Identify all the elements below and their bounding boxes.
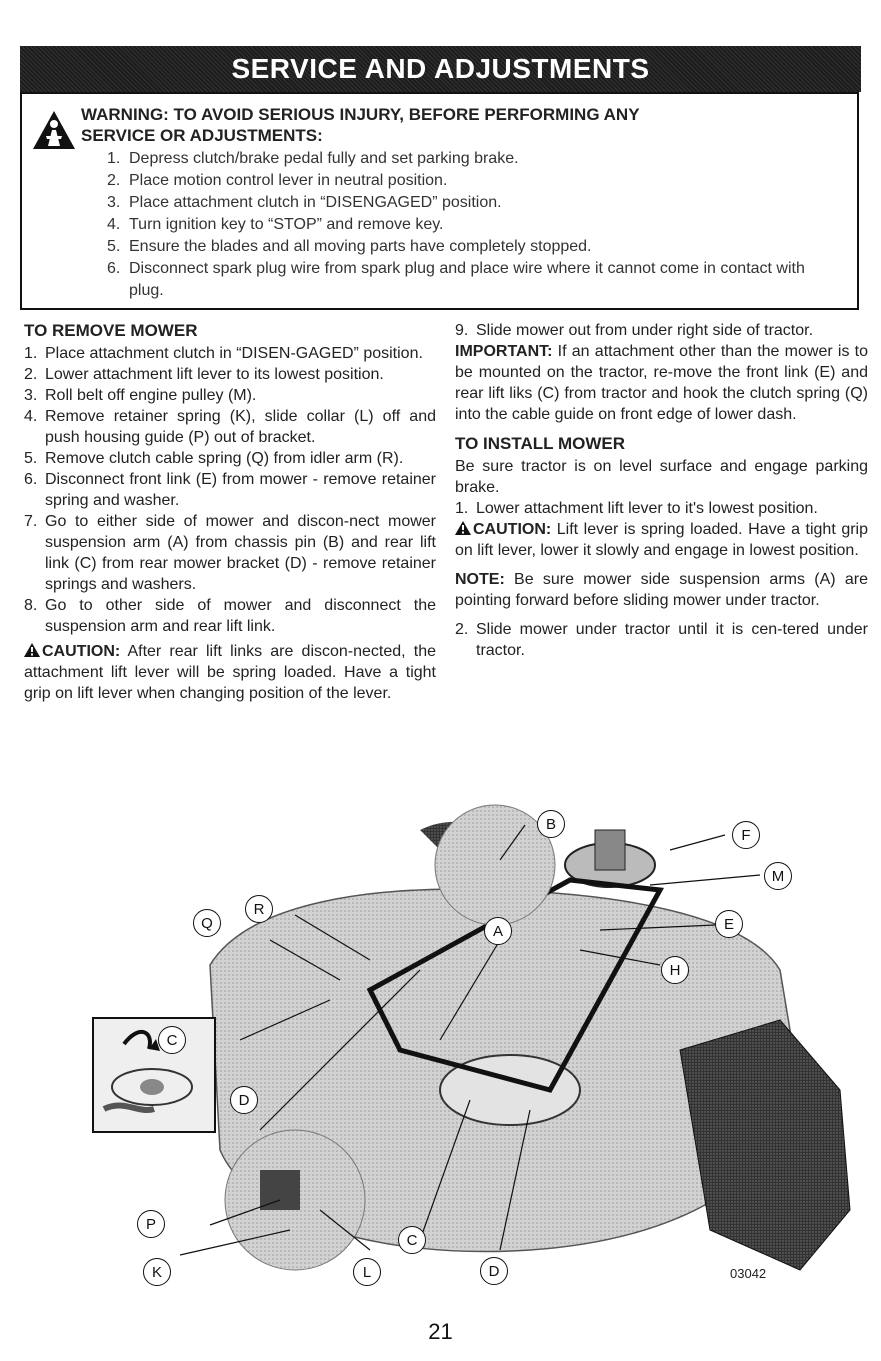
warning-item: 6. Disconnect spark plug wire from spark plug and place wire where it cannot come in contact with plug. bbox=[107, 260, 805, 299]
right-column bbox=[455, 320, 868, 661]
install-step: 1. Lower attachment lift lever to it's lowest position. bbox=[455, 500, 818, 517]
install-step: 2. Slide mower under tractor until it is cen-tered under tractor. bbox=[455, 621, 868, 659]
callout-k: K bbox=[143, 1258, 171, 1286]
callout-d-upper: D bbox=[230, 1086, 258, 1114]
remove-step: 7. Go to either side of mower and discon-nect mower suspension arm (A) from chassis pin (B) and rear lift link (C) from rear mower bracket (D) - remove retainer springs and washers. bbox=[24, 513, 436, 593]
important-label: IMPORTANT: bbox=[455, 343, 553, 360]
figure-code: 03042 bbox=[730, 1266, 767, 1281]
caution-triangle-icon bbox=[24, 643, 40, 657]
callout-m: M bbox=[764, 862, 792, 890]
important-note bbox=[455, 341, 868, 425]
banner-title: SERVICE AND ADJUSTMENTS bbox=[231, 53, 650, 84]
remove-step: 5. Remove clutch cable spring (Q) from idler arm (R). bbox=[24, 450, 404, 467]
warning-triangle-icon bbox=[32, 110, 76, 150]
callout-c-lower: C bbox=[398, 1226, 426, 1254]
caution-text: After rear lift links are discon-nected, the attachment lift lever will be spring loaded. Have a tight grip on lift lever when changing position of the lever. bbox=[24, 643, 436, 702]
warning-item: 2. Place motion control lever in neutral position. bbox=[107, 172, 448, 189]
callout-f: F bbox=[732, 821, 760, 849]
section-banner bbox=[20, 46, 861, 92]
install-mower-heading: TO INSTALL MOWER bbox=[455, 434, 625, 453]
engine-shaft bbox=[595, 830, 625, 870]
remove-step: 4. Remove retainer spring (K), slide collar (L) off and push housing guide (P) out of bracket. bbox=[24, 408, 436, 446]
callout-l: L bbox=[353, 1258, 381, 1286]
retainer-spring-inset bbox=[92, 1017, 216, 1133]
callout-q: Q bbox=[193, 909, 221, 937]
remove-step: 8. Go to other side of mower and disconnect the suspension arm and rear lift link. bbox=[24, 597, 436, 635]
caution-label: CAUTION: bbox=[473, 521, 552, 538]
install-intro: Be sure tractor is on level surface and engage parking brake. bbox=[455, 458, 868, 496]
remove-mower-heading: TO REMOVE MOWER bbox=[24, 321, 198, 340]
warning-item: 3. Place attachment clutch in “DISENGAGED” position. bbox=[107, 194, 502, 211]
remove-step: 3. Roll belt off engine pulley (M). bbox=[24, 387, 257, 404]
discharge-chute bbox=[680, 1020, 850, 1270]
caution-label: CAUTION: bbox=[42, 643, 121, 660]
callout-h: H bbox=[661, 956, 689, 984]
warning-box bbox=[20, 92, 859, 310]
warning-title bbox=[81, 104, 640, 146]
warning-item: 4. Turn ignition key to “STOP” and remove key. bbox=[107, 216, 444, 233]
warning-title-line2: SERVICE OR ADJUSTMENTS: bbox=[81, 126, 323, 145]
caution-text: Lift lever is spring loaded. Have a tight grip on lift lever, lower it slowly and engage in lowest position. bbox=[455, 521, 868, 559]
note-text: Be sure mower side suspension arms (A) are pointing forward before sliding mower under tractor. bbox=[455, 571, 868, 609]
remove-mower-column bbox=[24, 320, 436, 704]
callout-r: R bbox=[245, 895, 273, 923]
warning-list bbox=[107, 148, 819, 302]
warning-item: 1. Depress clutch/brake pedal fully and set parking brake. bbox=[107, 150, 519, 167]
note-label: NOTE: bbox=[455, 571, 505, 588]
remove-step: 6. Disconnect front link (E) from mower - remove retainer spring and washer. bbox=[24, 471, 436, 509]
install-caution bbox=[455, 519, 868, 561]
warning-title-line1: WARNING: TO AVOID SERIOUS INJURY, BEFORE PERFORMING ANY bbox=[81, 105, 640, 124]
remove-step: 1. Place attachment clutch in “DISEN-GAGED” position. bbox=[24, 345, 423, 362]
caution-triangle-icon bbox=[455, 521, 471, 535]
callout-p: P bbox=[137, 1210, 165, 1238]
remove-step-9: 9. Slide mower out from under right side of tractor. bbox=[455, 322, 814, 339]
callout-e: E bbox=[715, 910, 743, 938]
install-note bbox=[455, 569, 868, 611]
important-text: If an attachment other than the mower is to be mounted on the tractor, re-move the front link (E) and rear lift liks (C) from tractor and hook the clutch spring (Q) into the cable guide on front edge of lower dash. bbox=[455, 343, 868, 423]
housing-guide bbox=[260, 1170, 300, 1210]
page-number: 21 bbox=[428, 1319, 453, 1344]
remove-step: 2. Lower attachment lift lever to its lowest position. bbox=[24, 366, 384, 383]
callout-c-upper: C bbox=[158, 1026, 186, 1054]
retainer-spring-icon bbox=[94, 1019, 210, 1127]
remove-caution bbox=[24, 641, 436, 704]
callout-a: A bbox=[484, 917, 512, 945]
callout-d-lower: D bbox=[480, 1257, 508, 1285]
callout-b: B bbox=[537, 810, 565, 838]
warning-item: 5. Ensure the blades and all moving parts have completely stopped. bbox=[107, 238, 592, 255]
